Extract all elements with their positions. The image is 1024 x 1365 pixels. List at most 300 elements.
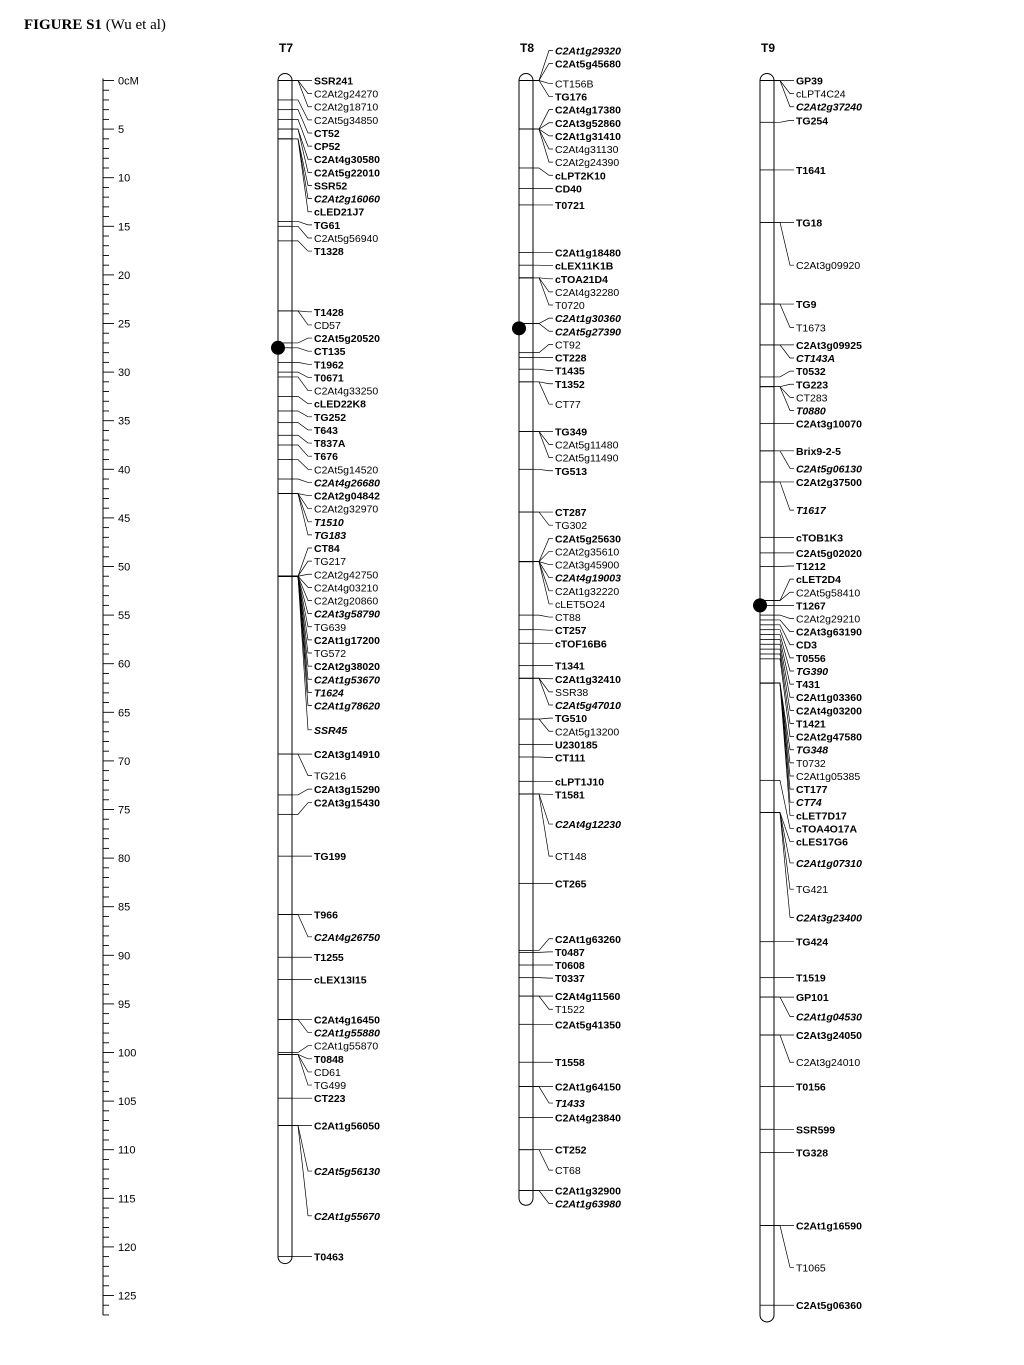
scale-tick-label: 10 [118, 172, 131, 185]
marker-label: C2At5g22010 [314, 167, 380, 180]
scale-tick-label: 5 [118, 124, 125, 137]
marker-label: C2At3g15430 [314, 797, 380, 810]
marker-label: cTOA21D4 [555, 273, 608, 286]
marker-connector [533, 1191, 553, 1204]
marker-connector [292, 348, 312, 351]
marker-label: C2At1g03360 [796, 692, 862, 705]
marker-connector [533, 129, 553, 136]
marker-label: TG424 [796, 936, 829, 949]
marker-connector [533, 939, 553, 951]
scale-tick-label: 90 [118, 950, 131, 963]
marker-label: TG348 [796, 744, 829, 757]
scale-tick-label: 35 [118, 415, 131, 428]
marker-label: T0532 [796, 366, 826, 379]
marker-connector [292, 139, 312, 212]
marker-label: C2At5g25630 [555, 533, 621, 546]
marker-label: C2At2g18710 [314, 101, 379, 114]
chromosome-t7 [271, 41, 380, 1264]
scale-tick-label: 70 [118, 755, 131, 768]
marker-connector [292, 338, 312, 343]
marker-connector [292, 445, 312, 456]
marker-label: C2At4g17380 [555, 104, 621, 117]
marker-label: C2At1g55880 [314, 1027, 380, 1040]
marker-label: TG349 [555, 426, 588, 439]
marker-connector [774, 304, 794, 327]
marker-label: T837A [314, 438, 346, 451]
marker-connector [774, 387, 794, 411]
marker-connector [533, 129, 553, 162]
marker-connector [292, 1054, 312, 1071]
marker-label: TG254 [796, 115, 829, 128]
marker-label: C2At1g04530 [796, 1011, 862, 1024]
marker-label: CT228 [555, 352, 587, 365]
marker-label: TG510 [555, 713, 588, 726]
marker-label: cLET7D17 [796, 810, 847, 823]
marker-label: CT283 [796, 392, 828, 405]
marker-connector [533, 324, 553, 332]
marker-label: CD40 [555, 183, 582, 196]
marker-connector [774, 222, 794, 265]
marker-label: C2At3g45900 [555, 559, 620, 572]
marker-connector [533, 996, 553, 1009]
marker-connector [292, 377, 312, 391]
scale-tick-label: 75 [118, 804, 131, 817]
marker-label: C2At5g20520 [314, 333, 380, 346]
marker-label: CT88 [555, 612, 581, 625]
marker-connector [292, 423, 312, 430]
marker-label: C2At3g15290 [314, 784, 380, 797]
marker-label: T1641 [796, 164, 826, 177]
marker-connector [292, 1054, 312, 1058]
marker-label: TG9 [796, 299, 817, 312]
marker-connector [774, 1226, 794, 1268]
marker-label: T1341 [555, 660, 585, 673]
marker-label: C2At3g52860 [555, 117, 621, 130]
marker-label: cLPT4C24 [796, 88, 846, 101]
marker-label: T966 [314, 909, 338, 922]
marker-label: Brix9-2-5 [796, 445, 841, 458]
marker-connector [533, 1087, 553, 1104]
marker-label: C2At1g16590 [796, 1220, 862, 1233]
marker-label: T0608 [555, 960, 585, 973]
marker-label: C2At3g23400 [796, 912, 862, 925]
scale-tick-label: 30 [118, 367, 131, 380]
marker-label: T1624 [314, 687, 344, 700]
scale-tick-label: 65 [118, 707, 131, 720]
marker-label: C2At1g78620 [314, 700, 380, 713]
marker-label: CT68 [555, 1165, 581, 1178]
marker-connector [292, 1046, 312, 1053]
marker-connector [774, 384, 794, 386]
marker-label: C2At1g55870 [314, 1040, 379, 1053]
marker-label: TG183 [314, 529, 347, 542]
marker-label: CT223 [314, 1093, 346, 1106]
marker-label: cLET2D4 [796, 574, 841, 587]
marker-label: C2At1g63980 [555, 1198, 621, 1211]
marker-connector [292, 241, 312, 251]
scale-tick-label: 105 [118, 1096, 137, 1109]
marker-label: T0848 [314, 1053, 344, 1066]
marker-label: C2At2g29210 [796, 613, 861, 626]
marker-label: C2At4g26750 [314, 931, 380, 944]
marker-label: C2At3g58790 [314, 608, 380, 621]
marker-label: TG223 [796, 379, 829, 392]
marker-label: SSR599 [796, 1124, 836, 1137]
marker-label: TG421 [796, 884, 829, 897]
marker-connector [533, 615, 553, 617]
marker-label: C2At2g20860 [314, 595, 379, 608]
marker-connector [774, 345, 794, 358]
marker-connector [533, 50, 553, 80]
marker-connector [533, 168, 553, 175]
marker-connector [292, 914, 312, 936]
marker-label: T1673 [796, 322, 826, 335]
marker-label: cLET5O24 [555, 598, 606, 611]
marker-label: CT52 [314, 127, 340, 140]
marker-label: C2At5g02020 [796, 547, 862, 560]
marker-label: C2At5g11490 [555, 452, 619, 465]
marker-label: T1352 [555, 378, 585, 391]
marker-label: T1558 [555, 1057, 585, 1070]
scale-tick-label: 115 [118, 1193, 136, 1206]
marker-label: C2At2g24270 [314, 88, 379, 101]
marker-label: T1421 [796, 718, 826, 731]
marker-connector [533, 538, 553, 561]
marker-connector [774, 997, 794, 1016]
marker-label: C2At5g06130 [796, 463, 862, 476]
marker-label: T0463 [314, 1251, 344, 1264]
marker-label: T676 [314, 451, 338, 464]
chromosome-name: T8 [520, 41, 535, 55]
marker-label: TG639 [314, 621, 347, 634]
marker-label: cLED21J7 [314, 206, 365, 219]
marker-label: T0556 [796, 652, 826, 665]
marker-label: TG18 [796, 217, 823, 230]
marker-connector [533, 278, 553, 292]
marker-label: T1267 [796, 600, 826, 613]
marker-label: C2At5g45680 [555, 58, 621, 71]
marker-label: T0156 [796, 1081, 826, 1094]
marker-label: T0880 [796, 405, 826, 418]
marker-label: TG61 [314, 219, 341, 232]
marker-connector [292, 411, 312, 417]
marker-label: T0721 [555, 199, 585, 212]
chromosome-bar [760, 74, 774, 1322]
marker-label: cTOB1K3 [796, 532, 844, 545]
marker-connector [533, 562, 553, 591]
marker-label: C2At1g32410 [555, 673, 621, 686]
marker-label: C2At1g63260 [555, 933, 621, 946]
marker-label: CT177 [796, 784, 828, 797]
marker-label: cLPT1J10 [555, 776, 605, 789]
marker-label: C2At2g38020 [314, 661, 380, 674]
marker-label: TG390 [796, 665, 829, 678]
marker-label: C2At1g30360 [555, 313, 621, 326]
marker-label: CT111 [555, 752, 586, 765]
marker-label: C2At4g03210 [314, 582, 379, 595]
marker-label: T1433 [555, 1098, 585, 1111]
marker-label: C2At2g04842 [314, 490, 380, 503]
marker-label: TG513 [555, 465, 588, 478]
marker-label: T1522 [555, 1004, 585, 1017]
scale-tick-label: 40 [118, 464, 131, 477]
marker-label: C2At5g27390 [555, 326, 621, 339]
marker-label: CD57 [314, 319, 341, 332]
marker-connector [774, 639, 794, 684]
marker-label: C2At5g11480 [555, 439, 619, 452]
marker-label: C2At1g32900 [555, 1185, 621, 1198]
marker-label: CT156B [555, 78, 594, 91]
marker-label: CT143A [796, 353, 836, 366]
marker-label: CT257 [555, 625, 587, 638]
marker-label: C2At3g24010 [796, 1057, 861, 1070]
marker-label: C2At2g32970 [314, 503, 379, 516]
marker-label: C2At3g24050 [796, 1030, 862, 1043]
marker-label: GP39 [796, 75, 823, 88]
scale-tick-label: 85 [118, 901, 131, 914]
marker-label: cLPT2K10 [555, 170, 606, 183]
marker-connector [292, 789, 312, 795]
marker-connector [774, 780, 794, 828]
marker-connector [533, 81, 553, 84]
marker-label: TG199 [314, 851, 347, 864]
marker-label: C2At4g12230 [555, 819, 621, 832]
marker-label: C2At4g16450 [314, 1014, 380, 1027]
marker-label: C2At2g35610 [555, 546, 620, 559]
scale-tick-label: 25 [118, 318, 131, 331]
scale-tick-label: 95 [118, 998, 131, 1011]
marker-connector [533, 512, 553, 525]
marker-connector [292, 548, 312, 576]
marker-label: cLES17G6 [796, 836, 848, 849]
marker-label: C2At4g30580 [314, 154, 380, 167]
marker-connector [774, 683, 794, 815]
marker-label: T1065 [796, 1262, 826, 1275]
marker-connector [292, 1125, 312, 1215]
scale-tick-label: 120 [118, 1241, 137, 1254]
marker-label: T1581 [555, 789, 585, 802]
marker-label: C2At5g58410 [796, 587, 861, 600]
marker-label: C2At3g09920 [796, 260, 861, 273]
marker-label: C2At2g16060 [314, 193, 380, 206]
marker-label: CT287 [555, 507, 587, 520]
marker-label: C2At4g31130 [555, 144, 619, 157]
marker-label: SSR241 [314, 75, 354, 88]
marker-label: TG328 [796, 1147, 829, 1160]
marker-connector [774, 482, 794, 510]
marker-label: C2At1g32220 [555, 585, 620, 598]
marker-label: CT74 [796, 797, 822, 810]
marker-label: T1617 [796, 505, 826, 518]
marker-label: T1212 [796, 561, 826, 574]
marker-label: C2At5g06360 [796, 1300, 862, 1313]
marker-label: T0337 [555, 973, 585, 986]
marker-connector [533, 63, 553, 80]
marker-label: C2At4g03200 [796, 705, 862, 718]
marker-label: GP101 [796, 992, 829, 1005]
marker-connector [533, 562, 553, 578]
scale-tick-label: 100 [118, 1047, 137, 1060]
marker-connector [533, 369, 553, 370]
marker-label: C2At3g09925 [796, 339, 862, 352]
marker-connector [533, 562, 553, 565]
chromosome-bar [278, 74, 292, 1264]
marker-label: cLEX11K1B [555, 260, 614, 273]
chromosome-name: T7 [279, 41, 294, 55]
marker-connector [533, 123, 553, 129]
marker-connector [774, 592, 794, 600]
scale-tick-label: 125 [118, 1290, 137, 1303]
marker-connector [292, 479, 312, 482]
scale-tick-label: 20 [118, 269, 131, 282]
marker-connector [292, 311, 312, 325]
marker-connector [774, 1035, 794, 1062]
marker-label: C2At1g18480 [555, 247, 621, 260]
marker-label: CD3 [796, 639, 818, 652]
marker-label: cTOF16B6 [555, 638, 607, 651]
marker-connector [774, 451, 794, 468]
marker-connector [292, 129, 312, 159]
marker-label: C2At4g26680 [314, 477, 380, 490]
figure-credit: (Wu et al) [105, 17, 166, 33]
marker-label: C2At5g14520 [314, 464, 379, 477]
centromere-marker [271, 341, 285, 355]
scale-tick-label: 45 [118, 512, 131, 525]
marker-connector [292, 754, 312, 775]
marker-connector [774, 615, 794, 618]
marker-label: T1510 [314, 516, 344, 529]
marker-connector [292, 396, 312, 403]
marker-label: C2At5g34850 [314, 114, 379, 127]
marker-label: C2At3g14910 [314, 749, 380, 762]
marker-label: T1962 [314, 359, 344, 372]
marker-label: C2At1g07310 [796, 857, 862, 870]
marker-label: T1519 [796, 972, 826, 985]
marker-label: C2At4g11560 [555, 991, 621, 1004]
marker-label: C2At1g05385 [796, 770, 861, 783]
marker-label: TG217 [314, 556, 347, 569]
marker-label: C2At1g53670 [314, 674, 380, 687]
scale-tick-label: 110 [118, 1144, 136, 1157]
marker-label: C2At1g29320 [555, 45, 621, 58]
marker-label: T0487 [555, 946, 585, 959]
marker-connector [292, 494, 312, 522]
marker-connector [533, 318, 553, 323]
marker-label: CT135 [314, 346, 346, 359]
marker-connector [292, 803, 312, 815]
marker-connector [292, 362, 312, 364]
scale-tick-label: 0cM [118, 75, 139, 88]
marker-label: SSR45 [314, 724, 348, 737]
marker-connector [533, 344, 553, 352]
marker-label: TG302 [555, 520, 588, 533]
marker-connector [292, 226, 312, 238]
marker-connector [774, 683, 794, 802]
marker-label: SSR52 [314, 180, 348, 193]
marker-label: T1255 [314, 952, 344, 965]
marker-label: T1435 [555, 365, 585, 378]
marker-label: T0720 [555, 300, 585, 313]
chromosome-t8 [512, 41, 621, 1211]
marker-label: CT148 [555, 851, 587, 864]
marker-label: cLEX13I15 [314, 974, 367, 987]
marker-label: cTOA4O17A [796, 823, 858, 836]
marker-label: C2At2g47580 [796, 731, 862, 744]
marker-connector [292, 221, 312, 224]
marker-connector [533, 382, 553, 404]
marker-connector [533, 469, 553, 470]
marker-label: CP52 [314, 141, 341, 154]
marker-label: TG176 [555, 91, 588, 104]
marker-connector [292, 1019, 312, 1032]
marker-label: C2At2g37500 [796, 476, 862, 489]
scale-tick-label: 50 [118, 561, 131, 574]
marker-label: C2At3g63190 [796, 626, 862, 639]
centromere-marker [512, 321, 526, 335]
chromosomes [271, 41, 862, 1322]
marker-label: C2At3g10070 [796, 418, 862, 431]
marker-label: C2At1g31410 [555, 130, 621, 143]
marker-label: T0732 [796, 757, 826, 770]
marker-label: C2At5g47010 [555, 700, 621, 713]
marker-label: C2At5g13200 [555, 726, 620, 739]
marker-label: CD61 [314, 1066, 341, 1079]
marker-label: SSR38 [555, 686, 589, 699]
chromosome-bar [519, 74, 533, 1206]
figure-label: FIGURE S1 [24, 17, 102, 33]
marker-label: T1328 [314, 246, 344, 259]
marker-connector [533, 794, 553, 856]
marker-connector [533, 1150, 553, 1170]
marker-label: cLED22K8 [314, 398, 366, 411]
marker-connector [533, 81, 553, 97]
marker-label: T0671 [314, 372, 344, 385]
centromere-marker [753, 598, 767, 612]
marker-label: C2At2g42750 [314, 569, 379, 582]
marker-label: CT265 [555, 878, 587, 891]
marker-label: CT252 [555, 1144, 587, 1157]
scale-tick-label: 80 [118, 853, 131, 866]
marker-label: C2At4g33250 [314, 385, 379, 398]
marker-label: C2At5g56130 [314, 1166, 380, 1179]
marker-label: T431 [796, 679, 820, 692]
marker-label: C2At4g19003 [555, 572, 621, 585]
marker-label: C2At1g56050 [314, 1120, 380, 1133]
marker-label: CT77 [555, 399, 581, 412]
cm-scale [103, 76, 139, 1315]
marker-label: C2At1g17200 [314, 634, 380, 647]
marker-connector [774, 120, 794, 122]
marker-connector [533, 278, 553, 305]
marker-connector [774, 812, 794, 841]
marker-label: TG572 [314, 648, 347, 661]
marker-label: C2At2g37240 [796, 101, 862, 114]
scale-tick-label: 55 [118, 610, 131, 623]
chromosome-t9 [753, 41, 862, 1322]
marker-label: C2At5g56940 [314, 232, 379, 245]
marker-label: T643 [314, 424, 338, 437]
marker-label: C2At4g32280 [555, 286, 620, 299]
marker-label: T1428 [314, 306, 344, 319]
marker-label: C2At1g55670 [314, 1210, 380, 1223]
marker-connector [774, 371, 794, 377]
marker-label: TG216 [314, 770, 347, 783]
marker-label: C2At1g64150 [555, 1081, 621, 1094]
chromosome-name: T9 [761, 41, 776, 55]
marker-label: TG499 [314, 1080, 347, 1093]
marker-label: CT84 [314, 543, 340, 556]
marker-label: U230185 [555, 739, 598, 752]
